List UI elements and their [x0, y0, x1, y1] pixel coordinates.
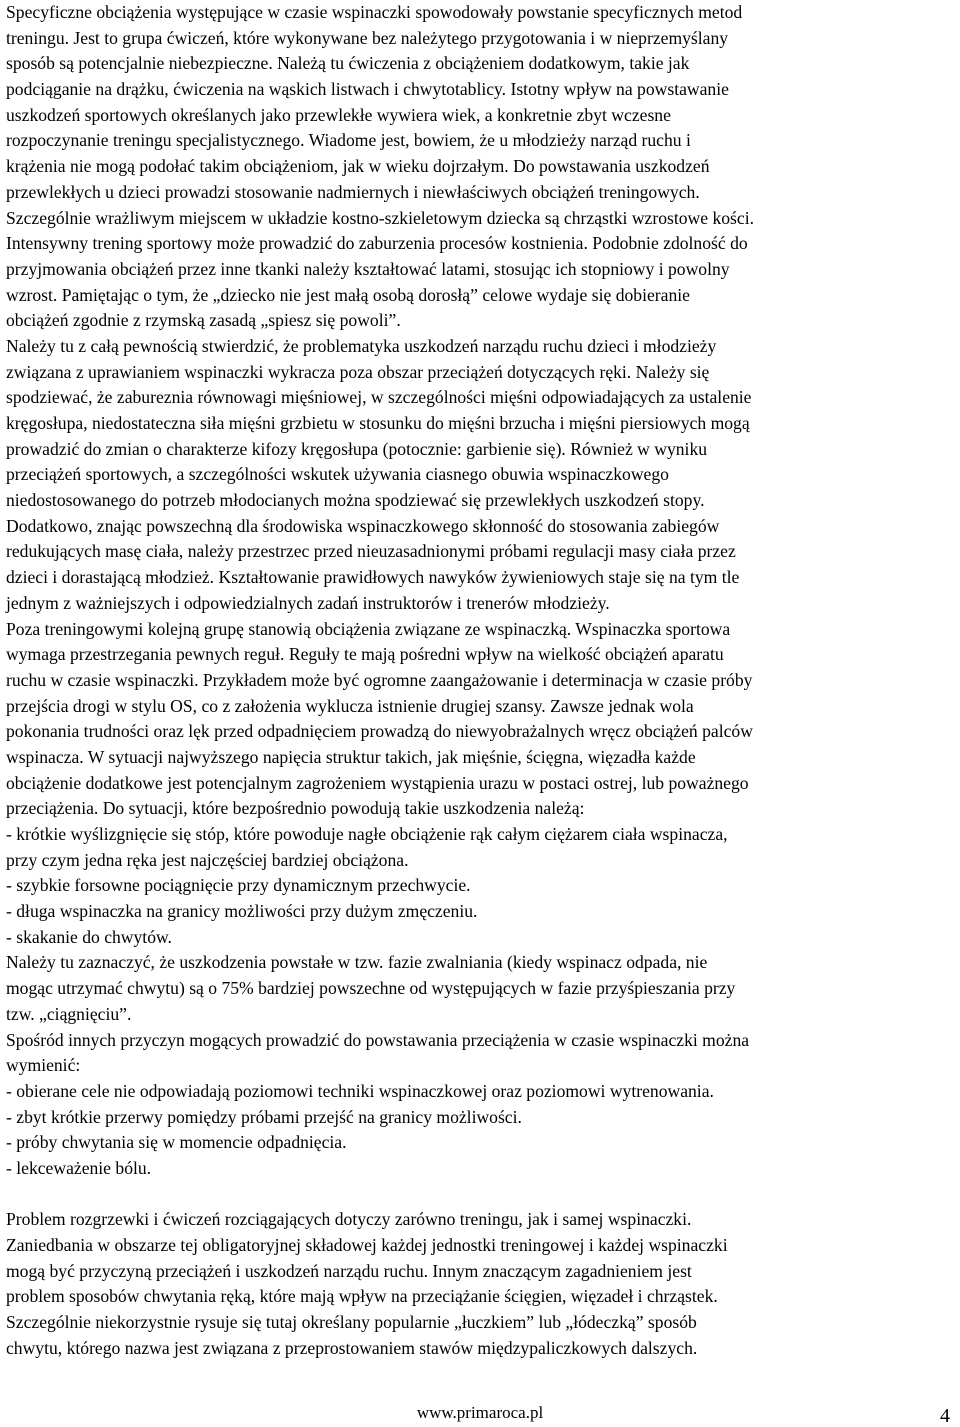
text-line: dzieci i dorastającą młodzież. Kształtowanie prawidłowych nawyków żywieniowych staje się na tym tle [6, 567, 740, 588]
text-line: - obierane cele nie odpowiadają poziomowi techniki wspinaczkowej oraz poziomowi wytrenowania. [6, 1080, 714, 1101]
text-line: przejścia drogi w stylu OS, co z założenia wyklucza istnienie drugiej szansy. Zawsze jednak wola [6, 695, 694, 716]
text-line: Intensywny trening sportowy może prowadzić do zaburzenia procesów kostnienia. Podobnie zdolność do [6, 233, 748, 254]
text-line: obciążeń zgodnie z rzymską zasadą „spiesz się powoli”. [6, 310, 401, 331]
text-line: niedostosowanego do potrzeb młodocianych można spodziewać się przewlekłych uszkodzeń stopy. [6, 490, 705, 511]
text-line: przy czym jedna ręka jest najczęściej bardziej obciążona. [6, 849, 409, 870]
text-line: Spośród innych przyczyn mogących prowadzić do powstawania przeciążenia w czasie wspinaczki można [6, 1029, 750, 1050]
text-line: przyjmowania obciążeń przez inne tkanki należy kształtować latami, stosując ich stopniowy i powolny [6, 258, 730, 279]
text-line: prowadzić do zmian o charakterze kifozy kręgosłupa (potocznie: garbienie się). Również w wyniku [6, 438, 708, 459]
document-body [6, 0, 954, 1361]
text-line: przeciążenia. Do sytuacji, które bezpośrednio powodują takie uszkodzenia należą: [6, 798, 585, 819]
text-line: ruchu w czasie wspinaczki. Przykładem może być ogromne zaangażowanie i determinacja w czasie próby [6, 669, 753, 690]
text-line: mogą być przyczyną przeciążeń i uszkodzeń narządu ruchu. Innym znaczącym zagadnieniem jest [6, 1260, 692, 1281]
text-line: Problem rozgrzewki i ćwiczeń rozciągających dotyczy zarówno treningu, jak i samej wspinaczki. [6, 1209, 692, 1230]
text-line: krążenia nie mogą podołać takim obciążeniom, jak w wieku dojrzałym. Do powstawania uszkodzeń [6, 156, 710, 177]
text-line: kręgosłupa, niedostateczna siła mięśni grzbietu w stosunku do mięśni brzucha i mięśni piersiowych mogą [6, 413, 750, 433]
text-line: Specyficzne obciążenia występujące w czasie wspinaczki spowodowały powstanie specyficznych metod [6, 2, 743, 22]
text-line: uszkodzeń sportowych określanych jako przewlekłe wywiera wiek, a konkretnie zbyt wczesne [6, 104, 671, 125]
text-line: wzrost. Pamiętając o tym, że „dziecko nie jest małą osobą dorosłą” celowe wydaje się dobieranie [6, 284, 690, 305]
text-line: mogąc utrzymać chwytu) są o 75% bardziej powszechne od występujących w fazie przyśpieszania przy [6, 978, 736, 999]
text-line: wymaga przestrzegania pewnych reguł. Reguły te mają pośredni wpływ na wielkość obciążeń aparatu [6, 644, 724, 665]
text-line: związana z uprawianiem wspinaczki wykracza poza obszar przeciążeń dotyczących ręki. Należy się [6, 361, 710, 382]
text-line: wspinacza. W sytuacji najwyższego napięcia struktur takich, jak mięśnie, ścięgna, więzadła każde [6, 746, 696, 767]
text-line: Poza treningowymi kolejną grupę stanowią obciążenia związane ze wspinaczką. Wspinaczka sportowa [6, 618, 731, 639]
text-line: podciąganie na drążku, ćwiczenia na wąskich listwach i chwytotablicy. Istotny wpływ na powstawanie [6, 79, 729, 100]
text-line: sposób są potencjalnie niebezpieczne. Należą tu ćwiczenia z obciążeniem dodatkowym, takie jak [6, 53, 690, 74]
text-line: chwytu, którego nazwa jest związana z przeprostowaniem stawów międzypaliczkowych dalszych. [6, 1337, 698, 1358]
text-line: - krótkie wyślizgnięcie się stóp, które powoduje nagłe obciążenie rąk całym ciężarem ciała wspinacza, [6, 824, 728, 844]
text-line: - zbyt krótkie przerwy pomiędzy próbami przejść na granicy możliwości. [6, 1106, 522, 1127]
text-line: Zaniedbania w obszarze tej obligatoryjnej składowej każdej jednostki treningowej i każdej wspinaczki [6, 1235, 728, 1255]
text-line: - długa wspinaczka na granicy możliwości przy dużym zmęczeniu. [6, 901, 478, 922]
text-line: treningu. Jest to grupa ćwiczeń, które wykonywane bez należytego przygotowania i w nieprzemyślany [6, 27, 729, 48]
text-line: przewlekłych u dzieci prowadzi stosowanie nadmiernych i niewłaściwych obciążeń treningowych. [6, 181, 700, 202]
blank-line [6, 1182, 954, 1208]
text-line: problem sposobów chwytania ręką, które mają wpływ na przeciążanie ścięgien, więzadeł i chrząstek. [6, 1286, 718, 1307]
text-line: - skakanie do chwytów. [6, 926, 172, 947]
text-line: rozpoczynanie treningu specjalistycznego. Wiadome jest, bowiem, że u młodzieży narząd ruchu i [6, 130, 691, 151]
text-line: wymienić: [6, 1055, 81, 1076]
text-line: jednym z ważniejszych i odpowiedzialnych zadań instruktorów i trenerów młodzieży. [6, 592, 610, 613]
text-line: pokonania trudności oraz lęk przed odpadnięciem prowadzą do niewyobrażalnych wręcz obciążeń palców [6, 721, 753, 742]
text-line: Szczególnie niekorzystnie rysuje się tutaj określany popularnie „łuczkiem” lub „łódeczką” sposób [6, 1312, 697, 1333]
page-number: 4 [940, 1405, 950, 1427]
text-line: redukujących masę ciała, należy przestrzec przed nieuzasadnionymi próbami regulacji masy ciała przez [6, 541, 736, 562]
text-line: Należy tu z całą pewnością stwierdzić, że problematyka uszkodzeń narządu ruchu dzieci i młodzieży [6, 335, 717, 356]
footer-url: www.primaroca.pl [416, 1403, 544, 1422]
text-line: spodziewać, że zabureznia równowagi mięśniowej, w szczególności mięśni odpowiadających za ustalenie [6, 387, 752, 408]
text-line: Dodatkowo, znając powszechną dla środowiska wspinaczkowego skłonność do stosowania zabiegów [6, 515, 720, 536]
text-line: Należy tu zaznaczyć, że uszkodzenia powstałe w tzw. fazie zwalniania (kiedy wspinacz odpada, nie [6, 952, 708, 973]
text-line: tzw. „ciągnięciu”. [6, 1003, 132, 1024]
text-line: - lekceważenie bólu. [6, 1157, 152, 1178]
text-line: obciążenie dodatkowe jest potencjalnym zagrożeniem wystąpienia urazu w postaci ostrej, lub poważnego [6, 772, 749, 793]
text-line: przeciążeń sportowych, a szczególności wskutek używania ciasnego obuwia wspinaczkowego [6, 464, 669, 485]
text-line: - próby chwytania się w momencie odpadnięcia. [6, 1132, 347, 1153]
text-line: Szczególnie wrażliwym miejscem w układzie kostno-szkieletowym dziecka są chrząstki wzrostowe kości. [6, 207, 754, 228]
text-line: - szybkie forsowne pociągnięcie przy dynamicznym przechwycie. [6, 875, 471, 896]
